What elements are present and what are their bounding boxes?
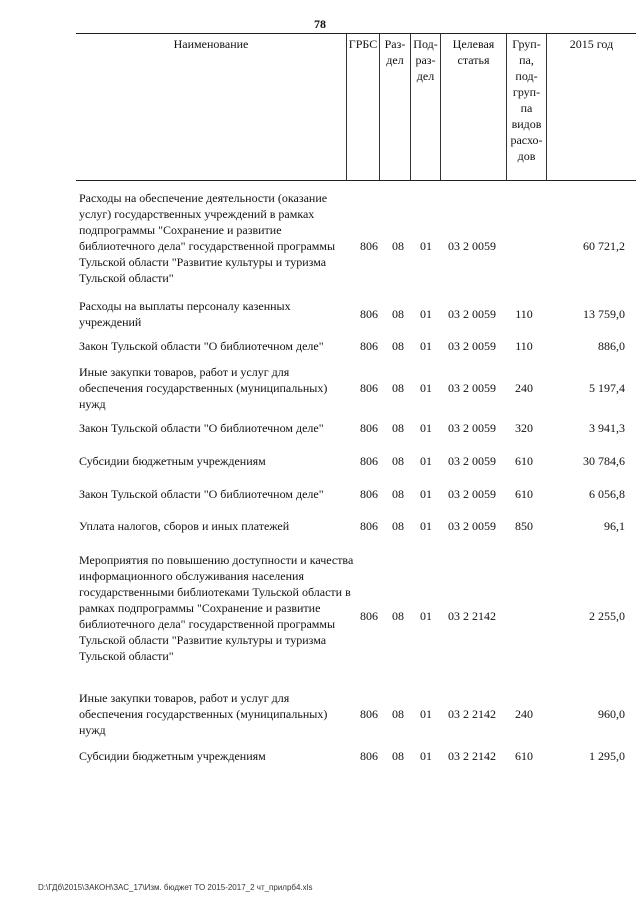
row-name: Иные закупки товаров, работ и услуг для обеспечения государственных (муниципальных) нужд	[79, 365, 328, 411]
row-name: Субсидии бюджетным учреждениям	[79, 454, 266, 468]
row-amount: 13 759,0	[583, 307, 625, 321]
row-razdel: 08	[392, 381, 404, 395]
row-podrazdel: 01	[420, 707, 432, 721]
row-razdel: 08	[392, 454, 404, 468]
row-vid: 320	[515, 421, 533, 435]
row-vid: 850	[515, 519, 533, 533]
row-podrazdel: 01	[420, 307, 432, 321]
row-amount: 60 721,2	[583, 239, 625, 253]
row-podrazdel: 01	[420, 519, 432, 533]
row-podrazdel: 01	[420, 454, 432, 468]
row-vid: 240	[515, 707, 533, 721]
row-vid: 610	[515, 487, 533, 501]
row-grbs: 806	[360, 421, 378, 435]
header-razdel: Раз- дел	[379, 34, 410, 180]
header-vid: Груп- па, под- груп- па видов расхо- дов	[506, 34, 546, 180]
row-target: 03 2 0059	[448, 487, 496, 501]
row-amount: 960,0	[598, 707, 625, 721]
row-target: 03 2 0059	[448, 421, 496, 435]
header-target: Целевая статья	[440, 34, 506, 180]
page-number: 78	[314, 17, 326, 31]
row-razdel: 08	[392, 487, 404, 501]
row-grbs: 806	[360, 239, 378, 253]
row-target: 03 2 2142	[448, 749, 496, 763]
row-vid: 110	[515, 339, 533, 353]
row-grbs: 806	[360, 749, 378, 763]
header-grbs: ГРБС	[346, 34, 379, 180]
row-amount: 30 784,6	[583, 454, 625, 468]
row-target: 03 2 2142	[448, 707, 496, 721]
row-amount: 6 056,8	[589, 487, 625, 501]
row-razdel: 08	[392, 707, 404, 721]
row-grbs: 806	[360, 307, 378, 321]
row-podrazdel: 01	[420, 239, 432, 253]
row-amount: 886,0	[598, 339, 625, 353]
table-header	[76, 33, 636, 181]
row-name: Расходы на выплаты персоналу казенных учреждений	[79, 299, 291, 329]
row-grbs: 806	[360, 487, 378, 501]
row-razdel: 08	[392, 239, 404, 253]
row-amount: 1 295,0	[589, 749, 625, 763]
row-grbs: 806	[360, 707, 378, 721]
row-name: Закон Тульской области "О библиотечном деле"	[79, 421, 324, 435]
row-razdel: 08	[392, 339, 404, 353]
row-vid: 610	[515, 454, 533, 468]
row-name: Уплата налогов, сборов и иных платежей	[79, 519, 290, 533]
row-razdel: 08	[392, 749, 404, 763]
row-vid: 110	[515, 307, 533, 321]
row-vid: 240	[515, 381, 533, 395]
row-name: Закон Тульской области "О библиотечном деле"	[79, 487, 324, 501]
header-name: Наименование	[173, 37, 249, 51]
row-razdel: 08	[392, 307, 404, 321]
row-podrazdel: 01	[420, 609, 432, 623]
row-amount: 96,1	[604, 519, 625, 533]
row-name: Мероприятия по повышению доступности и качества информационного обслуживания населения государственными библиотеками Тульской области в рамках подпрограммы "Сохранение и развитие библиотечного дела" государственной программы Тульской области "Развитие культуры и туризма Тульской области"	[79, 553, 354, 663]
row-target: 03 2 0059	[448, 307, 496, 321]
header-podrazdel: Под- раз- дел	[410, 34, 440, 180]
row-target: 03 2 0059	[448, 339, 496, 353]
row-grbs: 806	[360, 339, 378, 353]
row-razdel: 08	[392, 519, 404, 533]
row-grbs: 806	[360, 454, 378, 468]
row-target: 03 2 2142	[448, 609, 496, 623]
row-target: 03 2 0059	[448, 381, 496, 395]
row-grbs: 806	[360, 519, 378, 533]
row-vid: 610	[515, 749, 533, 763]
row-target: 03 2 0059	[448, 239, 496, 253]
row-podrazdel: 01	[420, 381, 432, 395]
row-razdel: 08	[392, 421, 404, 435]
row-amount: 3 941,3	[589, 421, 625, 435]
header-2015: 2015 год	[546, 34, 636, 180]
row-podrazdel: 01	[420, 339, 432, 353]
row-amount: 2 255,0	[589, 609, 625, 623]
row-podrazdel: 01	[420, 421, 432, 435]
row-name: Расходы на обеспечение деятельности (оказание услуг) государственных учреждений в рамках подпрограммы "Сохранение и развитие библиотечного дела" государственной программы Тульской области "Развитие культуры и туризма Тульской области"	[79, 191, 336, 285]
row-podrazdel: 01	[420, 749, 432, 763]
row-podrazdel: 01	[420, 487, 432, 501]
row-target: 03 2 0059	[448, 519, 496, 533]
row-razdel: 08	[392, 609, 404, 623]
row-grbs: 806	[360, 609, 378, 623]
row-grbs: 806	[360, 381, 378, 395]
row-target: 03 2 0059	[448, 454, 496, 468]
row-name: Иные закупки товаров, работ и услуг для обеспечения государственных (муниципальных) нужд	[79, 691, 328, 737]
row-amount: 5 197,4	[589, 381, 625, 395]
footer-file-path: D:\ГДб\2015\ЗАКОН\ЗАС_17\Изм. бюджет ТО 2015-2017_2 чт_прилрб4.xls	[38, 883, 313, 892]
row-name: Субсидии бюджетным учреждениям	[79, 749, 266, 763]
row-name: Закон Тульской области "О библиотечном деле"	[79, 339, 324, 353]
